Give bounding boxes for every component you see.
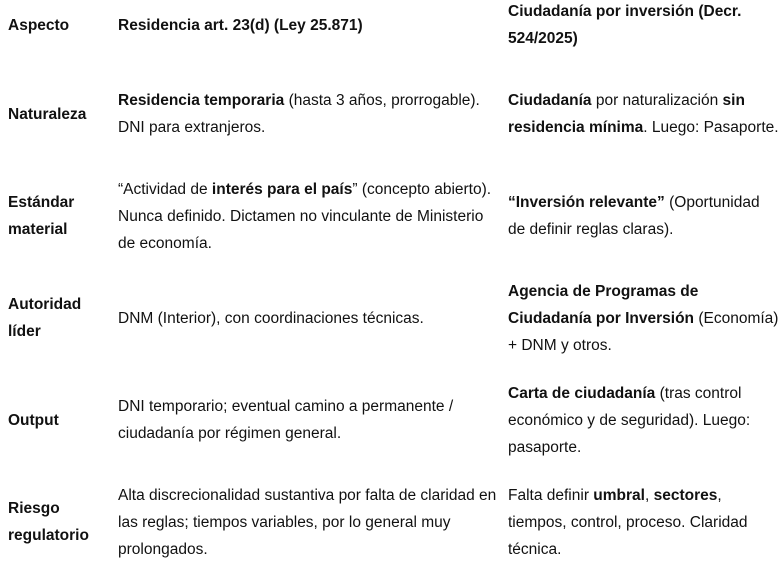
bold-text: sectores: [653, 486, 718, 504]
bold-text: “Inversión relevante”: [508, 194, 665, 211]
table-row: [0, 480, 780, 564]
row-residencia: [118, 393, 500, 447]
header-aspect: Aspecto: [8, 16, 70, 34]
text-segment: Falta definir: [508, 486, 594, 504]
table-row: [0, 72, 780, 156]
row-aspect: Estándar material: [8, 194, 75, 238]
row-ciudadania: [508, 380, 780, 461]
table-row: [0, 378, 780, 462]
bold-text: umbral: [593, 486, 645, 504]
row-ciudadania: [508, 482, 780, 563]
text-segment: (hasta 3 años, prorrogable). DNI para extranjeros.: [118, 92, 480, 136]
row-ciudadania: [508, 278, 780, 359]
header-residencia: Residencia art. 23(d) (Ley 25.871): [118, 16, 363, 34]
row-residencia: [118, 176, 500, 257]
row-residencia: [118, 482, 500, 563]
text-segment: ,: [644, 486, 654, 504]
row-aspect: Naturaleza: [8, 105, 87, 123]
header-ciudadania: Ciudadanía por inversión (Decr. 524/2025): [508, 3, 742, 47]
text-segment: por naturalización: [591, 92, 723, 109]
bold-text: sin residencia mínima: [508, 92, 745, 136]
text-segment: (Oportunidad de definir reglas claras).: [508, 194, 760, 238]
row-residencia: [118, 305, 500, 332]
bold-text: Agencia de Programas de Ciudadanía por Inversión: [508, 282, 699, 327]
table-row: [0, 174, 780, 258]
row-residencia: [118, 87, 500, 141]
bold-text: Carta de ciudadanía: [508, 384, 656, 402]
table-row: [0, 276, 780, 360]
table-header-row: [0, 0, 780, 50]
text-segment: “Actividad de: [118, 180, 212, 198]
text-segment: DNI temporario; eventual camino a permanente / ciudadanía por régimen general.: [118, 398, 454, 442]
row-aspect: Riesgo regulatorio: [8, 500, 89, 544]
row-aspect: Output: [8, 411, 59, 429]
row-aspect: Autoridad líder: [8, 296, 82, 340]
text-segment: (tras control económico y de seguridad). Luego: pasaporte.: [508, 384, 751, 456]
text-segment: . Luego: Pasaporte.: [643, 119, 779, 136]
text-segment: ” (concepto abierto). Nunca definido. Dictamen no vinculante de Ministerio de economía.: [118, 180, 492, 252]
bold-text: interés para el país: [211, 180, 353, 198]
bold-text: Residencia temporaria: [118, 92, 285, 109]
text-segment: , tiempos, control, proceso. Claridad técnica.: [508, 486, 748, 558]
bold-text: Ciudadanía: [508, 92, 592, 109]
text-segment: (Economía) + DNM y otros.: [508, 309, 779, 354]
text-segment: Alta discrecionalidad sustantiva por falta de claridad en las reglas; tiempos variables, por lo general muy prolongados.: [118, 486, 497, 558]
row-ciudadania: [508, 189, 780, 243]
text-segment: DNM (Interior), con coordinaciones técnicas.: [118, 309, 424, 327]
row-ciudadania: [508, 87, 780, 141]
